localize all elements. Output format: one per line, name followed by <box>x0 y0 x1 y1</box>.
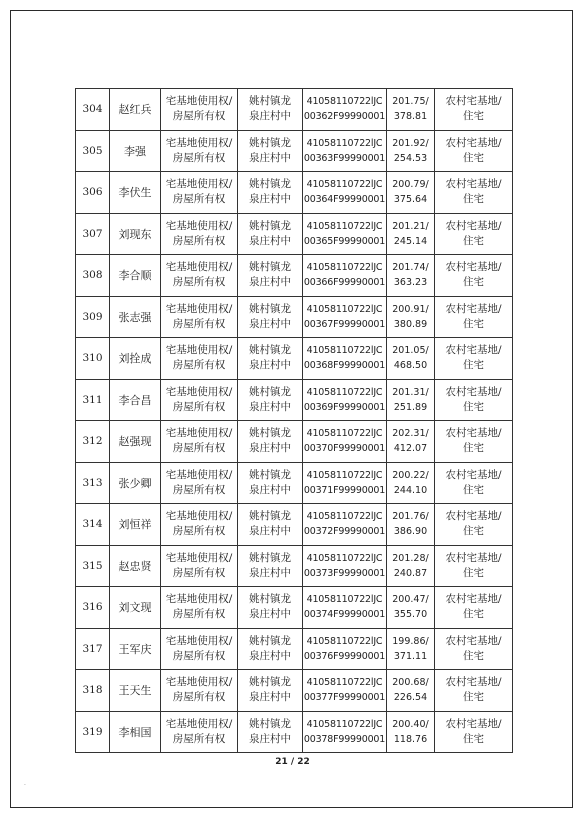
right-type-line: 宅基地使用权/ <box>165 385 233 398</box>
location-line: 姚村镇龙 <box>249 344 291 357</box>
unit-code-cell <box>303 587 387 629</box>
location-line: 姚村镇龙 <box>249 427 291 440</box>
land-use-line: 住宅 <box>463 193 484 206</box>
location-cell <box>238 379 303 421</box>
right-type-line: 房屋所有权 <box>172 649 226 662</box>
area-cell <box>387 130 435 172</box>
right-type-line: 房屋所有权 <box>172 276 226 289</box>
record-number-cell: 313 <box>76 462 110 504</box>
right-type-cell <box>161 338 238 380</box>
record-number-cell: 307 <box>76 213 110 255</box>
right-type-line: 房屋所有权 <box>172 483 226 496</box>
land-use-line: 农村宅基地/ <box>445 178 502 191</box>
land-use-cell <box>435 296 513 338</box>
area-line: 200.47/ <box>392 594 429 606</box>
location-line: 姚村镇龙 <box>249 136 291 149</box>
location-line: 姚村镇龙 <box>249 302 291 315</box>
land-use-cell <box>435 545 513 587</box>
location-line: 泉庄村中 <box>249 525 291 538</box>
unit-code-line: 41058110722lJC <box>306 552 383 564</box>
land-use-line: 农村宅基地/ <box>445 717 502 730</box>
area-line: 201.75/ <box>392 96 429 108</box>
location-line: 泉庄村中 <box>249 317 291 330</box>
unit-code-line: 00364F99990001 <box>303 194 386 206</box>
land-use-cell <box>435 462 513 504</box>
unit-code-line: 41058110722lJC <box>306 511 383 523</box>
location-line: 姚村镇龙 <box>249 178 291 191</box>
location-line: 泉庄村中 <box>249 193 291 206</box>
land-use-line: 住宅 <box>463 649 484 662</box>
table-row <box>76 628 513 670</box>
area-cell <box>387 462 435 504</box>
table-row <box>76 255 513 297</box>
land-use-line: 住宅 <box>463 608 484 621</box>
unit-code-line: 00369F99990001 <box>303 401 386 413</box>
area-line: 201.21/ <box>392 220 429 232</box>
land-use-cell <box>435 172 513 214</box>
record-number-cell: 312 <box>76 421 110 463</box>
right-type-cell <box>161 462 238 504</box>
unit-code-line: 41058110722lJC <box>306 96 383 108</box>
owner-name-cell: 刘现东 <box>110 213 161 255</box>
right-type-line: 宅基地使用权/ <box>165 510 233 523</box>
location-cell <box>238 545 303 587</box>
unit-code-line: 41058110722lJC <box>306 386 383 398</box>
land-use-cell <box>435 338 513 380</box>
area-line: 378.81 <box>393 111 428 123</box>
owner-name-cell: 赵强现 <box>110 421 161 463</box>
land-use-line: 农村宅基地/ <box>445 385 502 398</box>
unit-code-line: 41058110722lJC <box>306 594 383 606</box>
right-type-line: 房屋所有权 <box>172 359 226 372</box>
location-cell <box>238 130 303 172</box>
location-line: 姚村镇龙 <box>249 510 291 523</box>
record-number-cell: 318 <box>76 670 110 712</box>
owner-name-cell: 李相国 <box>110 711 161 753</box>
location-line: 泉庄村中 <box>249 359 291 372</box>
owner-name-cell: 王天生 <box>110 670 161 712</box>
land-use-line: 农村宅基地/ <box>445 634 502 647</box>
land-use-line: 农村宅基地/ <box>445 427 502 440</box>
record-number-cell: 308 <box>76 255 110 297</box>
table-row <box>76 462 513 504</box>
location-cell <box>238 628 303 670</box>
area-cell <box>387 172 435 214</box>
table-row <box>76 130 513 172</box>
location-cell <box>238 296 303 338</box>
table-row <box>76 670 513 712</box>
right-type-line: 宅基地使用权/ <box>165 302 233 315</box>
area-line: 386.90 <box>393 526 428 538</box>
record-number-cell: 309 <box>76 296 110 338</box>
unit-code-line: 00362F99990001 <box>303 111 386 123</box>
right-type-line: 房屋所有权 <box>172 566 226 579</box>
right-type-line: 宅基地使用权/ <box>165 261 233 274</box>
location-line: 姚村镇龙 <box>249 551 291 564</box>
location-cell <box>238 213 303 255</box>
area-line: 201.92/ <box>392 137 429 149</box>
area-line: 201.31/ <box>392 386 429 398</box>
area-line: 199.86/ <box>392 635 429 647</box>
area-cell <box>387 628 435 670</box>
right-type-line: 房屋所有权 <box>172 400 226 413</box>
land-use-line: 住宅 <box>463 317 484 330</box>
land-use-cell <box>435 587 513 629</box>
land-use-line: 农村宅基地/ <box>445 676 502 689</box>
location-cell <box>238 504 303 546</box>
table-row <box>76 172 513 214</box>
land-use-cell <box>435 213 513 255</box>
unit-code-line: 41058110722lJC <box>306 137 383 149</box>
unit-code-cell <box>303 172 387 214</box>
area-line: 375.64 <box>393 194 428 206</box>
location-cell <box>238 421 303 463</box>
area-cell <box>387 670 435 712</box>
table-row <box>76 379 513 421</box>
record-number-cell: 304 <box>76 89 110 131</box>
unit-code-line: 00367F99990001 <box>303 318 386 330</box>
unit-code-line: 00372F99990001 <box>303 526 386 538</box>
right-type-cell <box>161 296 238 338</box>
unit-code-cell <box>303 338 387 380</box>
land-use-line: 住宅 <box>463 110 484 123</box>
unit-code-line: 41058110722lJC <box>306 179 383 191</box>
table-row <box>76 504 513 546</box>
location-line: 泉庄村中 <box>249 400 291 413</box>
right-type-cell <box>161 130 238 172</box>
land-use-line: 住宅 <box>463 525 484 538</box>
area-line: 200.91/ <box>392 303 429 315</box>
right-type-line: 宅基地使用权/ <box>165 551 233 564</box>
right-type-line: 宅基地使用权/ <box>165 344 233 357</box>
right-type-cell <box>161 421 238 463</box>
unit-code-line: 41058110722lJC <box>306 469 383 481</box>
owner-name-cell: 赵红兵 <box>110 89 161 131</box>
right-type-line: 房屋所有权 <box>172 732 226 745</box>
unit-code-line: 00378F99990001 <box>303 733 386 745</box>
right-type-cell <box>161 628 238 670</box>
location-line: 泉庄村中 <box>249 732 291 745</box>
unit-code-line: 41058110722lJC <box>306 428 383 440</box>
land-use-line: 住宅 <box>463 483 484 496</box>
unit-code-line: 41058110722lJC <box>306 635 383 647</box>
area-cell <box>387 255 435 297</box>
land-use-line: 农村宅基地/ <box>445 219 502 232</box>
unit-code-cell <box>303 711 387 753</box>
right-type-line: 宅基地使用权/ <box>165 593 233 606</box>
location-line: 泉庄村中 <box>249 276 291 289</box>
area-line: 202.31/ <box>392 428 429 440</box>
unit-code-line: 00371F99990001 <box>303 484 386 496</box>
right-type-cell <box>161 89 238 131</box>
location-line: 姚村镇龙 <box>249 385 291 398</box>
area-line: 371.11 <box>393 650 428 662</box>
location-line: 泉庄村中 <box>249 649 291 662</box>
area-cell <box>387 379 435 421</box>
unit-code-line: 00368F99990001 <box>303 360 386 372</box>
unit-code-cell <box>303 379 387 421</box>
land-use-line: 农村宅基地/ <box>445 261 502 274</box>
right-type-line: 房屋所有权 <box>172 151 226 164</box>
unit-code-line: 00376F99990001 <box>303 650 386 662</box>
land-use-cell <box>435 130 513 172</box>
right-type-line: 房屋所有权 <box>172 608 226 621</box>
area-line: 363.23 <box>393 277 428 289</box>
unit-code-line: 41058110722lJC <box>306 345 383 357</box>
area-line: 240.87 <box>393 567 428 579</box>
right-type-line: 宅基地使用权/ <box>165 95 233 108</box>
record-number-cell: 319 <box>76 711 110 753</box>
location-line: 泉庄村中 <box>249 234 291 247</box>
location-line: 姚村镇龙 <box>249 634 291 647</box>
table-body <box>76 89 513 753</box>
right-type-line: 宅基地使用权/ <box>165 136 233 149</box>
table-row <box>76 338 513 380</box>
right-type-line: 房屋所有权 <box>172 234 226 247</box>
right-type-line: 宅基地使用权/ <box>165 717 233 730</box>
area-cell <box>387 545 435 587</box>
land-use-line: 农村宅基地/ <box>445 551 502 564</box>
unit-code-line: 00363F99990001 <box>303 152 386 164</box>
land-use-line: 住宅 <box>463 234 484 247</box>
area-cell <box>387 89 435 131</box>
land-use-line: 农村宅基地/ <box>445 468 502 481</box>
area-line: 412.07 <box>393 443 428 455</box>
land-use-cell <box>435 421 513 463</box>
location-cell <box>238 462 303 504</box>
owner-name-cell: 赵忠贤 <box>110 545 161 587</box>
unit-code-line: 41058110722lJC <box>306 677 383 689</box>
location-line: 泉庄村中 <box>249 151 291 164</box>
area-cell <box>387 213 435 255</box>
land-use-cell <box>435 504 513 546</box>
right-type-cell <box>161 587 238 629</box>
area-line: 200.40/ <box>392 718 429 730</box>
area-cell <box>387 296 435 338</box>
land-use-cell <box>435 670 513 712</box>
right-type-line: 宅基地使用权/ <box>165 676 233 689</box>
unit-code-cell <box>303 628 387 670</box>
area-line: 200.79/ <box>392 179 429 191</box>
unit-code-line: 41058110722lJC <box>306 303 383 315</box>
land-use-line: 农村宅基地/ <box>445 302 502 315</box>
location-cell <box>238 587 303 629</box>
owner-name-cell: 张志强 <box>110 296 161 338</box>
owner-name-cell: 王军庆 <box>110 628 161 670</box>
area-line: 380.89 <box>393 318 428 330</box>
table-row <box>76 213 513 255</box>
location-cell <box>238 89 303 131</box>
area-line: 201.28/ <box>392 552 429 564</box>
unit-code-cell <box>303 130 387 172</box>
unit-code-cell <box>303 670 387 712</box>
location-line: 泉庄村中 <box>249 566 291 579</box>
table-row <box>76 296 513 338</box>
location-cell <box>238 172 303 214</box>
location-line: 泉庄村中 <box>249 483 291 496</box>
right-type-line: 房屋所有权 <box>172 193 226 206</box>
location-cell <box>238 711 303 753</box>
land-use-cell <box>435 89 513 131</box>
land-use-line: 农村宅基地/ <box>445 593 502 606</box>
unit-code-line: 00377F99990001 <box>303 692 386 704</box>
area-line: 245.14 <box>393 235 428 247</box>
location-cell <box>238 670 303 712</box>
table-row <box>76 545 513 587</box>
area-line: 251.89 <box>393 401 428 413</box>
record-number-cell: 311 <box>76 379 110 421</box>
unit-code-cell <box>303 504 387 546</box>
land-use-line: 农村宅基地/ <box>445 95 502 108</box>
land-use-line: 住宅 <box>463 400 484 413</box>
right-type-cell <box>161 379 238 421</box>
right-type-line: 宅基地使用权/ <box>165 634 233 647</box>
right-type-line: 房屋所有权 <box>172 110 226 123</box>
area-line: 226.54 <box>393 692 428 704</box>
location-line: 姚村镇龙 <box>249 261 291 274</box>
unit-code-line: 00366F99990001 <box>303 277 386 289</box>
location-line: 泉庄村中 <box>249 110 291 123</box>
area-cell <box>387 421 435 463</box>
location-line: 泉庄村中 <box>249 608 291 621</box>
land-use-cell <box>435 711 513 753</box>
area-line: 244.10 <box>393 484 428 496</box>
area-line: 200.68/ <box>392 677 429 689</box>
owner-name-cell: 刘文现 <box>110 587 161 629</box>
location-line: 姚村镇龙 <box>249 95 291 108</box>
right-type-line: 房屋所有权 <box>172 442 226 455</box>
unit-code-cell <box>303 213 387 255</box>
unit-code-line: 00370F99990001 <box>303 443 386 455</box>
land-use-line: 住宅 <box>463 691 484 704</box>
right-type-line: 宅基地使用权/ <box>165 468 233 481</box>
owner-name-cell: 李强 <box>110 130 161 172</box>
record-number-cell: 306 <box>76 172 110 214</box>
land-use-line: 农村宅基地/ <box>445 510 502 523</box>
record-number-cell: 310 <box>76 338 110 380</box>
right-type-line: 宅基地使用权/ <box>165 219 233 232</box>
right-type-cell <box>161 545 238 587</box>
right-type-line: 房屋所有权 <box>172 691 226 704</box>
record-number-cell: 305 <box>76 130 110 172</box>
location-line: 泉庄村中 <box>249 442 291 455</box>
record-number-cell: 315 <box>76 545 110 587</box>
table-row <box>76 89 513 131</box>
owner-name-cell: 李合昌 <box>110 379 161 421</box>
right-type-cell <box>161 670 238 712</box>
record-number-cell: 316 <box>76 587 110 629</box>
unit-code-cell <box>303 89 387 131</box>
table-row <box>76 587 513 629</box>
location-line: 泉庄村中 <box>249 691 291 704</box>
unit-code-line: 00373F99990001 <box>303 567 386 579</box>
unit-code-line: 00365F99990001 <box>303 235 386 247</box>
unit-code-line: 00374F99990001 <box>303 609 386 621</box>
table-row <box>76 711 513 753</box>
location-line: 姚村镇龙 <box>249 593 291 606</box>
land-use-line: 住宅 <box>463 732 484 745</box>
area-line: 468.50 <box>393 360 428 372</box>
unit-code-cell <box>303 296 387 338</box>
area-line: 201.76/ <box>392 511 429 523</box>
area-line: 201.74/ <box>392 262 429 274</box>
right-type-cell <box>161 255 238 297</box>
right-type-line: 宅基地使用权/ <box>165 178 233 191</box>
location-line: 姚村镇龙 <box>249 219 291 232</box>
right-type-line: 宅基地使用权/ <box>165 427 233 440</box>
area-cell <box>387 338 435 380</box>
area-line: 355.70 <box>393 609 428 621</box>
land-use-line: 住宅 <box>463 566 484 579</box>
area-line: 254.53 <box>393 152 428 164</box>
unit-code-line: 41058110722lJC <box>306 262 383 274</box>
table-row <box>76 421 513 463</box>
location-cell <box>238 338 303 380</box>
owner-name-cell: 李合顺 <box>110 255 161 297</box>
page-number: 21 / 22 <box>275 757 310 767</box>
land-use-cell <box>435 255 513 297</box>
record-number-cell: 314 <box>76 504 110 546</box>
area-line: 201.05/ <box>392 345 429 357</box>
unit-code-cell <box>303 545 387 587</box>
unit-code-line: 41058110722lJC <box>306 220 383 232</box>
land-use-line: 住宅 <box>463 442 484 455</box>
unit-code-line: 41058110722lJC <box>306 718 383 730</box>
area-line: 200.22/ <box>392 469 429 481</box>
area-cell <box>387 587 435 629</box>
location-cell <box>238 255 303 297</box>
right-type-line: 房屋所有权 <box>172 317 226 330</box>
record-number-cell: 317 <box>76 628 110 670</box>
owner-name-cell: 李伏生 <box>110 172 161 214</box>
owner-name-cell: 刘恒祥 <box>110 504 161 546</box>
right-type-cell <box>161 711 238 753</box>
area-line: 118.76 <box>393 733 428 745</box>
location-line: 姚村镇龙 <box>249 676 291 689</box>
corner-mark: · <box>24 782 26 789</box>
land-use-line: 农村宅基地/ <box>445 344 502 357</box>
unit-code-cell <box>303 462 387 504</box>
location-line: 姚村镇龙 <box>249 468 291 481</box>
land-use-line: 农村宅基地/ <box>445 136 502 149</box>
land-use-line: 住宅 <box>463 151 484 164</box>
land-use-line: 住宅 <box>463 276 484 289</box>
property-records-table <box>75 88 513 753</box>
unit-code-cell <box>303 255 387 297</box>
area-cell <box>387 504 435 546</box>
area-cell <box>387 711 435 753</box>
land-use-line: 住宅 <box>463 359 484 372</box>
right-type-cell <box>161 213 238 255</box>
owner-name-cell: 刘拴成 <box>110 338 161 380</box>
right-type-line: 房屋所有权 <box>172 525 226 538</box>
owner-name-cell: 张少卿 <box>110 462 161 504</box>
right-type-cell <box>161 172 238 214</box>
location-line: 姚村镇龙 <box>249 717 291 730</box>
land-use-cell <box>435 628 513 670</box>
unit-code-cell <box>303 421 387 463</box>
right-type-cell <box>161 504 238 546</box>
land-use-cell <box>435 379 513 421</box>
